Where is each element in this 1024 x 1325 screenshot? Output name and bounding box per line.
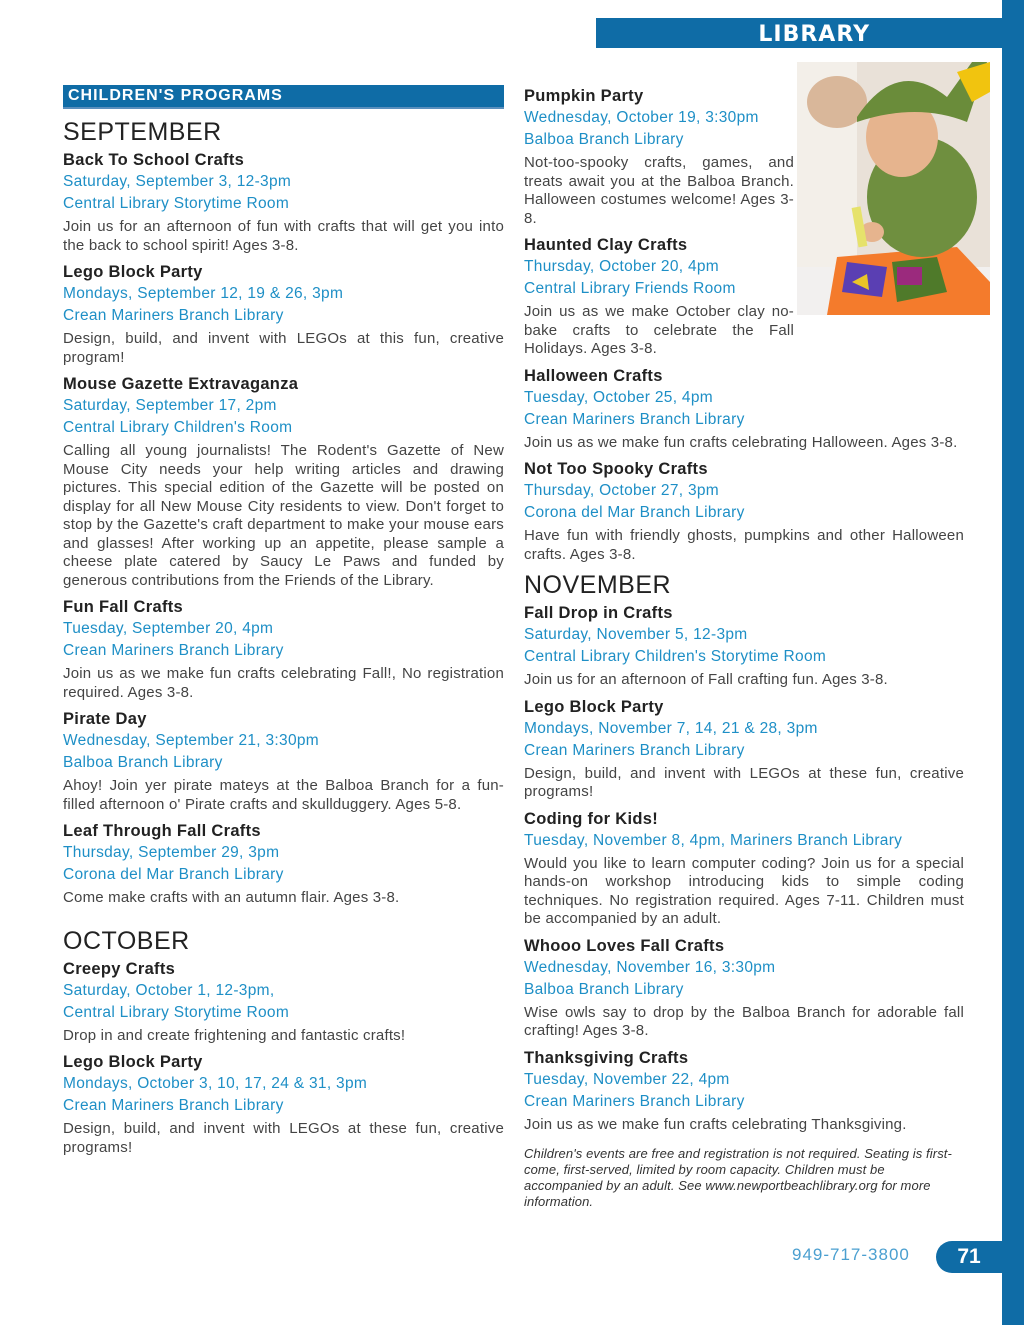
event-title: Whooo Loves Fall Crafts [524, 936, 725, 955]
event-location: Central Library Children's Room [63, 419, 293, 436]
event-title: Pumpkin Party [524, 87, 644, 105]
event-description: Come make crafts with an autumn flair. Ages 3-8. [63, 889, 400, 906]
event-date: Thursday, October 27, 3pm [524, 482, 720, 499]
event-date: Tuesday, September 20, 4pm [63, 620, 274, 637]
event-item [524, 1047, 964, 1135]
event-item [63, 1051, 504, 1157]
event-item [63, 708, 504, 814]
event-title: Coding for Kids! [524, 809, 659, 828]
event-location: Crean Mariners Branch Library [63, 307, 284, 324]
page-number-badge: 71 [936, 1241, 1002, 1273]
event-title: Lego Block Party [63, 1053, 203, 1071]
event-date: Saturday, September 17, 2pm [63, 397, 277, 414]
event-location: Balboa Branch Library [63, 754, 223, 771]
event-title: Haunted Clay Crafts [524, 236, 688, 254]
section-header-tab: LIBRARY [596, 18, 1002, 48]
event-date: Mondays, November 7, 14, 21 & 28, 3pm [524, 719, 818, 737]
event-date: Mondays, October 3, 10, 17, 24 & 31, 3pm [63, 1075, 368, 1092]
right-edge-bar [1002, 0, 1024, 1325]
event-location: Crean Mariners Branch Library [524, 1092, 745, 1110]
event-location: Balboa Branch Library [524, 980, 684, 998]
section-title: CHILDREN'S PROGRAMS [63, 85, 504, 109]
event-location: Corona del Mar Branch Library [524, 504, 745, 521]
event-item [63, 149, 504, 255]
event-title: Thanksgiving Crafts [524, 1048, 689, 1067]
event-title: Halloween Crafts [524, 366, 663, 385]
event-title: Pirate Day [63, 710, 147, 728]
event-date: Tuesday, October 25, 4pm [524, 388, 713, 406]
event-item [524, 458, 964, 564]
event-description: Would you like to learn computer coding? Join us for a special hands-on workshop introducing kids to simple coding techniques. No registration required. Ages 7-11. Children must be accompanied by an adult. [524, 854, 964, 927]
event-location: Crean Mariners Branch Library [524, 410, 745, 428]
event-title: Mouse Gazette Extravaganza [63, 375, 299, 393]
event-title: Lego Block Party [524, 697, 664, 716]
month-heading-september: SEPTEMBER [63, 118, 222, 146]
event-description: Design, build, and invent with LEGOs at these fun, creative programs! [524, 764, 964, 800]
event-item [524, 935, 964, 1041]
event-description: Drop in and create frightening and fantastic crafts! [63, 1026, 406, 1044]
event-location: Crean Mariners Branch Library [63, 642, 284, 659]
event-item [63, 373, 504, 590]
event-item [63, 596, 504, 702]
event-description: Join us as we make fun crafts celebrating Fall!, No registration required. Ages 3-8. [63, 665, 504, 701]
event-item [63, 261, 504, 367]
event-title: Back To School Crafts [63, 151, 245, 169]
event-item [63, 820, 504, 908]
event-description: Have fun with friendly ghosts, pumpkins and other Halloween crafts. Ages 3-8. [524, 527, 964, 563]
event-date: Saturday, November 5, 12-3pm [524, 626, 748, 643]
event-date: Saturday, September 3, 12-3pm [63, 173, 292, 190]
event-date: Tuesday, November 8, 4pm, Mariners Branch Library [524, 831, 903, 849]
event-title: Leaf Through Fall Crafts [63, 822, 261, 840]
event-description: Join us for an afternoon of fun with crafts that will get you into the back to school spirit! Ages 3-8. [63, 218, 504, 254]
event-description: Design, build, and invent with LEGOs at this fun, creative program! [63, 330, 504, 366]
event-date: Thursday, October 20, 4pm [524, 258, 720, 275]
event-description: Join us as we make fun crafts celebrating Thanksgiving. [524, 1115, 907, 1133]
left-column [63, 85, 504, 1163]
footer-phone: 949-717-3800 [792, 1245, 910, 1264]
event-item [524, 808, 964, 929]
event-location: Corona del Mar Branch Library [63, 866, 284, 883]
event-date: Saturday, October 1, 12-3pm, [63, 981, 275, 999]
event-date: Tuesday, November 22, 4pm [524, 1070, 730, 1088]
left-events [63, 117, 504, 1157]
event-location: Balboa Branch Library [524, 131, 684, 148]
event-title: Not Too Spooky Crafts [524, 460, 708, 478]
event-date: Wednesday, October 19, 3:30pm [524, 109, 759, 126]
event-date: Wednesday, November 16, 3:30pm [524, 958, 776, 976]
event-location: Crean Mariners Branch Library [63, 1097, 284, 1114]
event-date: Thursday, September 29, 3pm [63, 844, 280, 861]
event-description: Design, build, and invent with LEGOs at these fun, creative programs! [63, 1120, 504, 1156]
event-description: Join us as we make fun crafts celebrating Halloween. Ages 3-8. [524, 433, 958, 451]
event-item [524, 365, 964, 453]
event-location: Central Library Storytime Room [63, 1003, 290, 1021]
event-location: Crean Mariners Branch Library [524, 741, 745, 759]
event-item [524, 85, 964, 228]
event-date: Mondays, September 12, 19 & 26, 3pm [63, 285, 344, 302]
disclaimer-text: Children's events are free and registration is not required. Seating is first-come, first-served, limited by room capacity. Children must be accompanied by an adult. See www.newportbeachlibrary.org for more information. [524, 1146, 952, 1209]
event-title: Creepy Crafts [63, 959, 176, 978]
event-location: Central Library Storytime Room [63, 195, 290, 212]
right-november-events [524, 602, 964, 1134]
event-description: Join us as we make October clay no-bake crafts to celebrate the Fall Holidays. Ages 3-8. [524, 303, 794, 357]
event-location: Central Library Children's Storytime Room [524, 648, 827, 665]
event-date: Wednesday, September 21, 3:30pm [63, 732, 320, 749]
event-item [524, 234, 964, 359]
event-title: Lego Block Party [63, 263, 203, 281]
event-title: Fall Drop in Crafts [524, 604, 673, 622]
event-title: Fun Fall Crafts [63, 598, 184, 616]
event-description: Ahoy! Join yer pirate mateys at the Balboa Branch for a fun-filled afternoon o' Pirate crafts and skullduggery. Ages 5-8. [63, 777, 504, 813]
event-description: Not-too-spooky crafts, games, and treats await you at the Balboa Branch. Halloween costumes welcome! Ages 3-8. [524, 154, 794, 227]
month-heading-november: NOVEMBER [524, 571, 672, 599]
event-item [63, 958, 504, 1046]
event-description: Join us for an afternoon of Fall crafting fun. Ages 3-8. [524, 671, 888, 688]
right-october-events [524, 85, 964, 564]
month-heading-october: OCTOBER [63, 926, 190, 955]
event-description: Calling all young journalists! The Rodent's Gazette of New Mouse City needs your help writing articles and drawing pictures. This special edition of the Gazette will be posted on display for all New Mouse City residents to view. Don't forget to stop by the Gazette's craft department to make your mouse ears and glasses! After working up an appetite, please sample a cheese plate catered by Saucy Le Paws and funded by generous contributions from the Friends of the Library. [63, 442, 504, 589]
event-item [524, 602, 964, 690]
event-item [524, 696, 964, 802]
right-column [524, 85, 964, 1210]
event-description: Wise owls say to drop by the Balboa Branch for adorable fall crafting! Ages 3-8. [524, 1003, 964, 1039]
event-location: Central Library Friends Room [524, 280, 736, 297]
